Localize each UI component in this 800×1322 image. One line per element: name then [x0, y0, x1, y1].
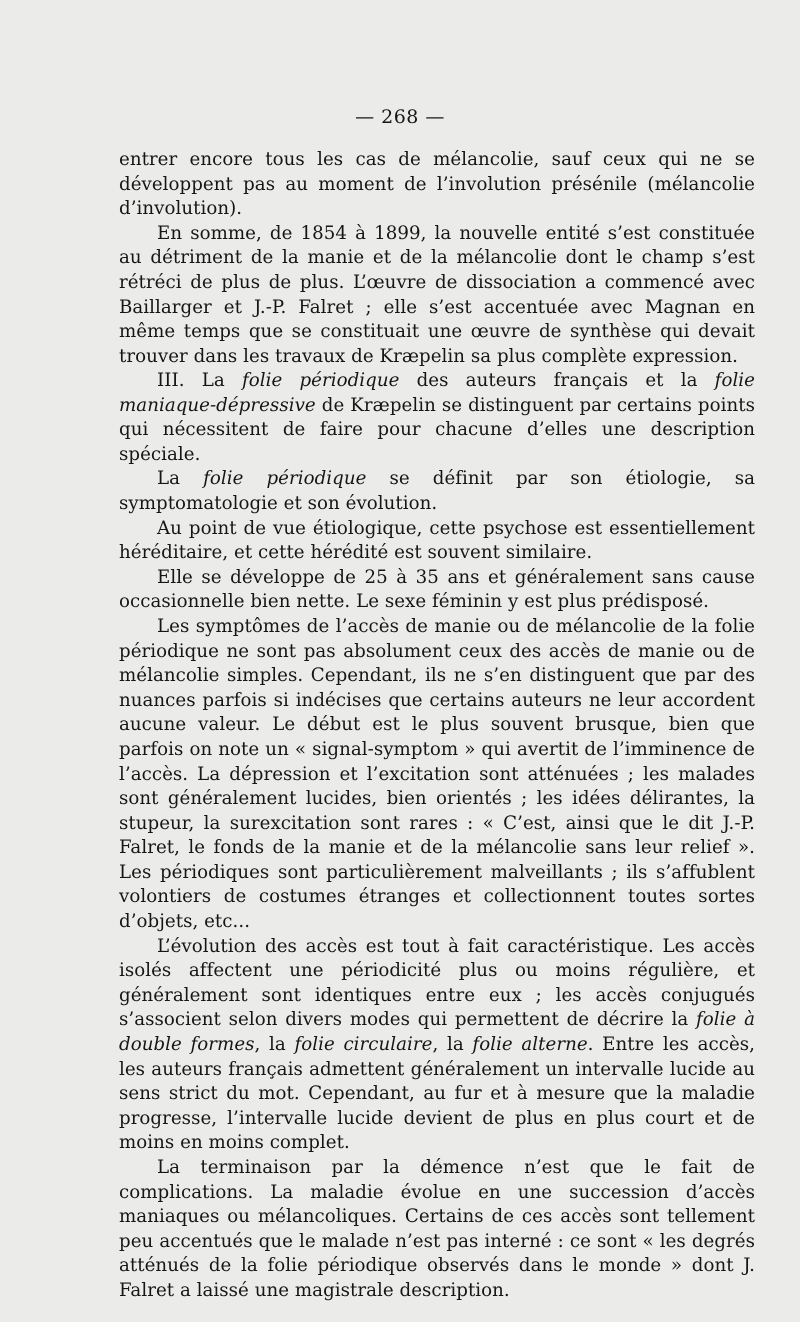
paragraph: Elle se développe de 25 à 35 ans et généralement sans cause occasionnelle bien nette. Le sexe féminin y est plus prédisposé. — [119, 566, 755, 613]
text-block-intro — [119, 148, 755, 369]
paragraph: Les symptômes de l’accès de manie ou de mélancolie de la folie périodique ne sont pas absolument ceux des accès de manie ou de mélancolie simples. Cependant, ils ne s’en distinguent que par des nuances parfois si indécises que certains auteurs ne leur accordent aucune valeur. Le début est le plus souvent brusque, bien que parfois on note un « signal-symptom » qui avertit de l’imminence de l’accès. La dépression et l’excitation sont atténuées ; les malades sont généralement lucides, bien orientés ; les idées délirantes, la stupeur, la surexcitation sont rares : « C’est, ainsi que le dit J.-P. Falret, le fonds de la manie et de la mélancolie sans leur relief ». Les périodiques sont particulièrement malveillants ; ils s’affublent volontiers de costumes étranges et collectionnent toutes sortes d’objets, etc... — [119, 615, 755, 933]
paragraph: La folie périodique se définit par son étiologie, sa symptomatologie et son évolution. — [119, 468, 755, 514]
italic-term: folie circulaire — [294, 1034, 433, 1056]
italic-term: folie périodique — [203, 468, 367, 490]
italic-term: folie à double formes — [119, 1009, 755, 1056]
paragraph: La terminaison par la démence n’est que le fait de complications. La maladie évolue en une succession d’accès maniaques ou mélancoliques. Certains de ces accès sont tellement peu accentués que le malade n’est pas interné : ce sont « les degrés atténués de la folie périodique observés dans le monde » dont J. Falret a laissé une magistrale description. — [119, 1157, 755, 1301]
paragraph: En somme, de 1854 à 1899, la nouvelle entité s’est constituée au détriment de la manie et de la mélancolie dont le champ s’est rétréci de plus de plus. L’œuvre de dissociation a commencé avec Baillarger et J.-P. Falret ; elle s’est accentuée avec Magnan en même temps que se constituait une œuvre de synthèse qui devait trouver dans les travaux de Kræpelin sa plus complète expression. — [119, 222, 755, 367]
page-number: — 268 — — [355, 106, 445, 128]
italic-term: folie alterne — [472, 1034, 588, 1056]
paragraph: III. La folie périodique des auteurs français et la folie maniaque-dépressive de Kræpelin se distinguent par certains points qui nécessitent de faire pour chacune d’elles une description spéciale. — [119, 370, 755, 465]
italic-term: folie périodique — [241, 370, 400, 391]
text-block-section-iii — [119, 369, 755, 1304]
paragraph: Au point de vue étiologique, cette psychose est essentiellement héréditaire, et cette hérédité est souvent similaire. — [119, 517, 755, 564]
italic-term: folie maniaque-dépressive — [119, 370, 755, 416]
paragraph: entrer encore tous les cas de mélancolie, sauf ceux qui ne se développent pas au moment de l’involution présénile (mélancolie d’involution). — [119, 149, 755, 220]
paragraph: L’évolution des accès est tout à fait caractéristique. Les accès isolés affectent une périodicité plus ou moins régulière, et généralement sont identiques entre eux ; les accès conjugués s’associent selon divers modes qui permettent de décrire la folie à double formes, la folie circulaire, la folie alterne. Entre les accès, les auteurs français admettent généralement un intervalle lucide au sens strict du mot. Cependant, au fur et à mesure que la maladie progresse, l’intervalle lucide devient de plus en plus court et de moins en moins complet. — [119, 935, 755, 1154]
